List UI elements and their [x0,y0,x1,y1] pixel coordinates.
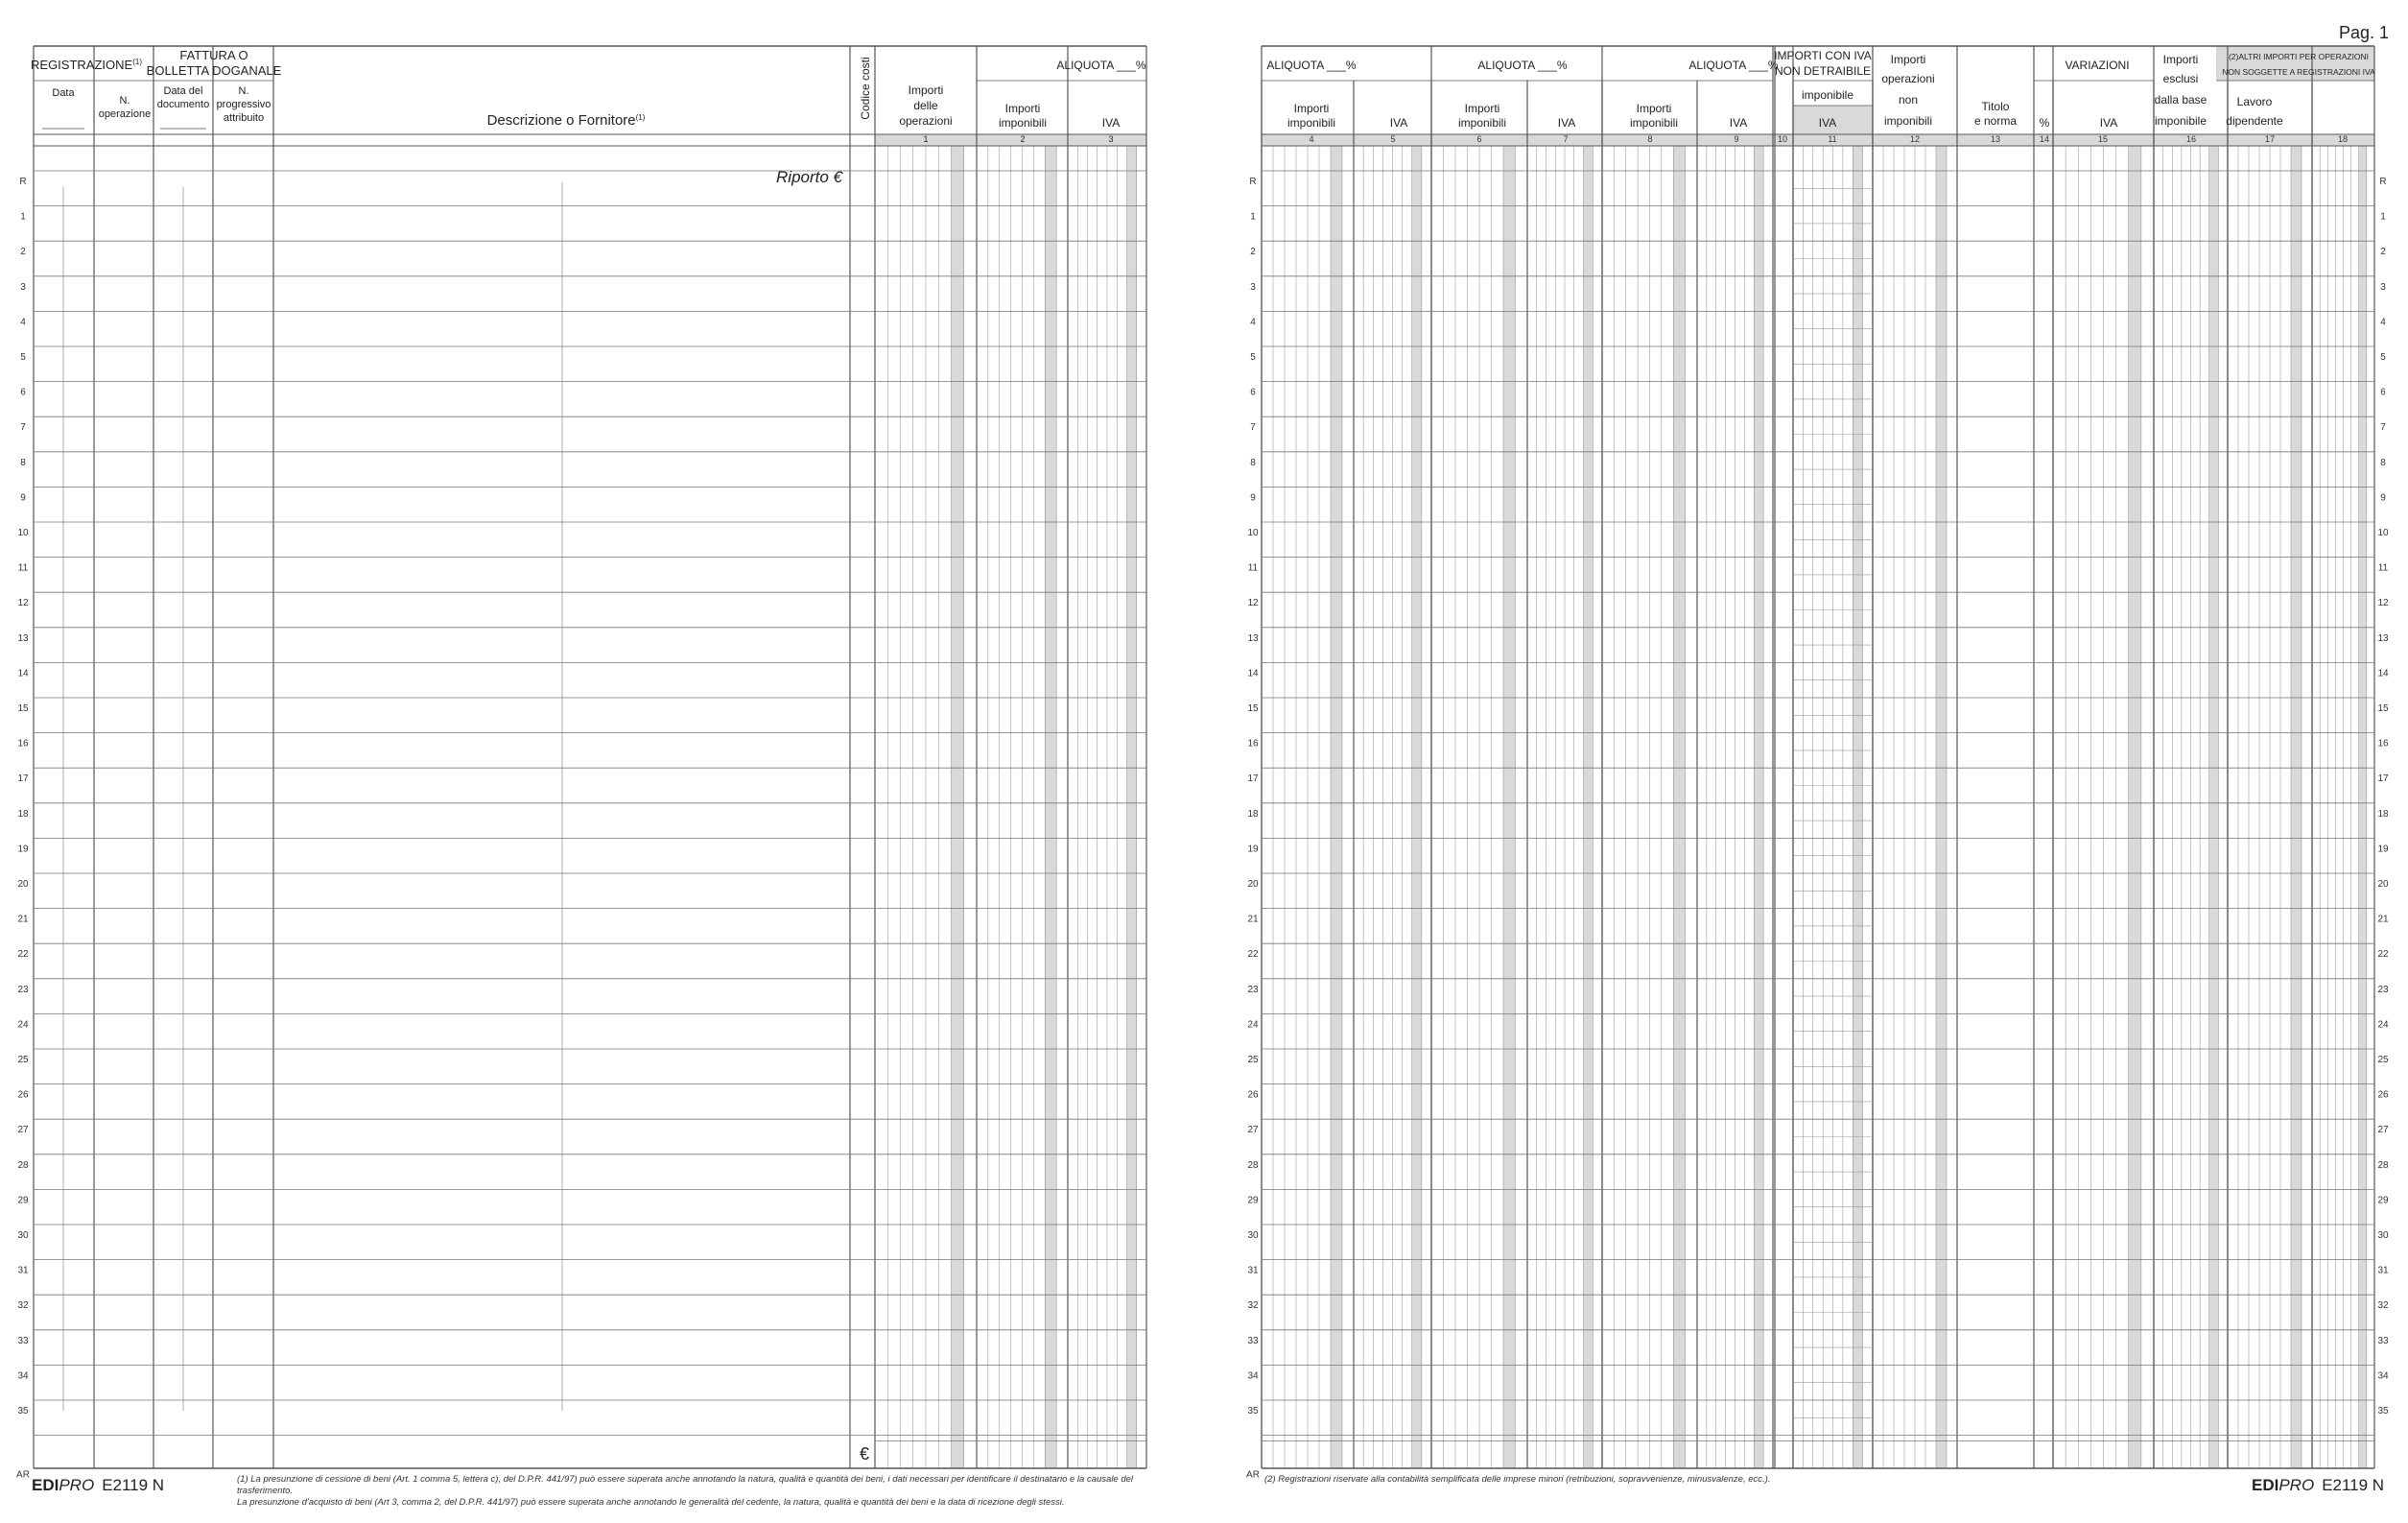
col-number-5: 5 [1390,134,1396,144]
aliquota-header-c: ALIQUOTA ___% [1688,59,1779,72]
row-label-right-edge-10: 10 [2377,528,2389,538]
imponibili-header-left-1: Importi [1004,102,1041,115]
row-label-left-7: 7 [20,422,26,434]
row-label-right-page-6: 6 [1250,387,1256,398]
row-label-right-page-1: 1 [1250,211,1256,223]
row-label-left-30: 30 [17,1230,29,1241]
imponibili-header-left-2: imponibili [998,116,1048,130]
codice-costi-header: Codice costi [859,57,872,120]
row-label-left-2: 2 [20,247,26,258]
row-label-right-edge-34: 34 [2377,1370,2389,1382]
euro-total-label: € [859,1444,869,1464]
row-label-right-edge-4: 4 [2380,317,2386,328]
row-label-right-edge-16: 16 [2377,738,2389,750]
row-label-left-20: 20 [17,879,29,890]
row-label-right-page-AR: AR [1246,1469,1260,1481]
row-label-left-27: 27 [17,1125,29,1136]
n-progressivo-header-1: N. [238,85,249,97]
row-label-right-edge-35: 35 [2377,1406,2389,1416]
row-label-right-page-12: 12 [1247,598,1259,609]
col-number-18: 18 [2337,134,2349,144]
riporto-label: Riporto € [776,168,842,186]
row-label-right-page-27: 27 [1247,1125,1259,1136]
non-imponibili-header-3: non [1898,93,1919,107]
col-number-15: 15 [2097,134,2109,144]
row-label-right-page-13: 13 [1247,632,1259,644]
right-footnote: (2) Registrazioni riservate alla contabilità semplificata delle imprese minori (retribuzioni, sopravvenienze, minusvalenze, ecc.). [1264,1474,1771,1485]
fattura-header-2: BOLLETTA DOGANALE [146,63,282,78]
row-label-right-edge-33: 33 [2377,1335,2389,1346]
row-label-right-edge-25: 25 [2377,1055,2389,1065]
titolo-norma-header-2: e norma [1973,114,2018,128]
row-label-right-edge-30: 30 [2377,1230,2389,1241]
row-label-right-edge-24: 24 [2377,1019,2389,1031]
row-label-right-edge-11: 11 [2377,562,2389,574]
row-label-right-edge-8: 8 [2380,457,2386,468]
row-label-left-15: 15 [17,703,29,714]
col-number-9: 9 [1734,134,1739,144]
row-label-right-page-8: 8 [1250,457,1256,468]
row-label-right-page-21: 21 [1247,914,1259,925]
row-label-left-12: 12 [17,598,29,609]
lavoro-dipendente-header-2: dipendente [2226,114,2283,128]
row-label-right-edge-12: 12 [2377,598,2389,609]
row-label-left-21: 21 [17,914,29,925]
row-label-right-edge-18: 18 [2377,808,2389,820]
row-label-right-page-23: 23 [1247,984,1259,995]
row-label-right-edge-R: R [2379,177,2387,187]
col-number-12: 12 [1909,134,1921,144]
imponibile-header: imponibile [1801,88,1854,102]
row-label-right-page-14: 14 [1247,668,1259,679]
row-label-right-page-29: 29 [1247,1195,1259,1206]
row-label-right-edge-7: 7 [2380,422,2386,434]
row-label-right-edge-1: 1 [2380,211,2386,223]
row-label-right-edge-17: 17 [2377,773,2389,785]
row-label-left-17: 17 [17,773,29,785]
row-label-right-edge-14: 14 [2377,668,2389,679]
row-label-left-35: 35 [17,1406,29,1416]
row-label-left-25: 25 [17,1055,29,1065]
aliquota-header-left: ALIQUOTA ___% [1056,59,1146,72]
aliquota-header-b: ALIQUOTA ___% [1477,59,1568,72]
row-label-right-edge-28: 28 [2377,1159,2389,1171]
row-label-right-edge-5: 5 [2380,352,2386,363]
row-label-right-page-7: 7 [1250,422,1256,434]
row-label-right-page-18: 18 [1247,808,1259,820]
row-label-right-edge-21: 21 [2377,914,2389,925]
n-operazione-header-2: operazione [98,108,152,120]
col-number-10: 10 [1777,134,1788,144]
col-number-1: 1 [923,134,929,144]
row-label-right-page-25: 25 [1247,1055,1259,1065]
n-progressivo-header-2: progressivo [216,99,271,110]
brand-logo-left: EDIPRO E2119 N [32,1476,165,1494]
iva-header-15: IVA [2099,116,2118,130]
col-number-17: 17 [2264,134,2276,144]
row-label-left-26: 26 [17,1089,29,1101]
row-label-right-page-30: 30 [1247,1230,1259,1241]
grid-lines [34,46,2374,1468]
row-label-right-page-33: 33 [1247,1335,1259,1346]
importi-operazioni-header-2: delle [913,99,938,112]
iva-header-left: IVA [1101,116,1121,130]
col-number-4: 4 [1309,134,1314,144]
descrizione-header: Descrizione o Fornitore$^{(1)}$ [486,112,646,129]
row-label-left-14: 14 [17,668,29,679]
right-header [1266,49,2375,130]
imponibili-header-4b: imponibili [1287,116,1336,130]
row-label-right-page-26: 26 [1247,1089,1259,1101]
col-number-7: 7 [1563,134,1569,144]
row-label-left-13: 13 [17,632,29,644]
row-label-right-page-10: 10 [1247,528,1259,538]
iva-header-9: IVA [1729,116,1748,130]
data-header: Data [52,87,75,99]
imponibili-header-8a: Importi [1636,102,1672,115]
row-label-right-page-32: 32 [1247,1300,1259,1312]
row-label-right-edge-31: 31 [2377,1265,2389,1276]
non-imponibili-header-2: operazioni [1881,72,1935,85]
row-label-left-24: 24 [17,1019,29,1031]
left-footnote-line-1: (1) La presunzione di cessione di beni (Art. 1 comma 5, lettera c), del D.P.R. 441/97) può essere superata anche annotando la natura, qualità e quantità dei beni, i dati necessari per identificare il destinatario e la causale del trasferimento. [237,1474,1134,1496]
col-number-11: 11 [1828,134,1837,144]
row-label-right-page-28: 28 [1247,1159,1259,1171]
iva-header-11: IVA [1818,116,1837,130]
row-label-left-19: 19 [17,844,29,855]
row-label-right-edge-27: 27 [2377,1125,2389,1136]
row-label-right-edge-19: 19 [2377,844,2389,855]
esclusi-header-4: imponibile [2154,114,2207,128]
variazioni-header: VARIAZIONI [2065,59,2130,72]
n-progressivo-header-3: attribuito [223,112,265,124]
row-label-right-page-22: 22 [1247,949,1259,961]
row-label-left-6: 6 [20,387,26,398]
row-label-right-edge-29: 29 [2377,1195,2389,1206]
non-imponibili-header-4: imponibili [1883,114,1933,128]
row-label-right-page-20: 20 [1247,879,1259,890]
lavoro-dipendente-header-1: Lavoro [2236,95,2273,108]
row-label-right-page-15: 15 [1247,703,1259,714]
imponibili-header-4a: Importi [1293,102,1330,115]
titolo-norma-header-1: Titolo [1981,100,2010,113]
row-label-right-edge-32: 32 [2377,1300,2389,1312]
row-label-right-page-24: 24 [1247,1019,1259,1031]
data-documento-header-2: documento [156,99,210,110]
col-number-14: 14 [2039,134,2050,144]
row-label-left-11: 11 [17,562,29,574]
imponibili-header-8b: imponibili [1629,116,1679,130]
row-label-left-22: 22 [17,949,29,961]
iva-non-detraibile-header-1: IMPORTI CON IVA [1774,49,1872,62]
row-label-left-10: 10 [17,528,29,538]
iva-non-detraibile-header-2: NON DETRAIBILE [1774,64,1872,78]
non-imponibili-header-1: Importi [1890,53,1926,66]
left-footnote [237,1474,1158,1509]
row-label-left-28: 28 [17,1159,29,1171]
row-label-left-23: 23 [17,984,29,995]
altri-importi-header-2: NON SOGGETTE A REGISTRAZIONI IVA [2222,67,2375,77]
percent-header: % [2039,116,2050,130]
row-label-right-page-17: 17 [1247,773,1259,785]
row-label-right-page-11: 11 [1247,562,1259,574]
row-label-left-R: R [19,177,27,187]
row-label-left-33: 33 [17,1335,29,1346]
row-label-left-9: 9 [20,492,26,504]
esclusi-header-1: Importi [2162,53,2199,66]
row-label-left-29: 29 [17,1195,29,1206]
row-label-right-edge-13: 13 [2377,632,2389,644]
left-header [31,48,1146,144]
col-number-6: 6 [1476,134,1482,144]
row-label-right-page-35: 35 [1247,1406,1259,1416]
importi-operazioni-header-1: Importi [908,83,944,97]
altri-importi-header-1: (2)ALTRI IMPORTI PER OPERAZIONI [2228,52,2370,61]
registrazione-header: REGISTRAZIONE$^{(1)}$ [31,58,142,72]
row-label-left-AR: AR [16,1469,30,1481]
aliquota-header-a: ALIQUOTA ___% [1266,59,1357,72]
row-label-right-page-19: 19 [1247,844,1259,855]
row-label-right-page-9: 9 [1250,492,1256,504]
row-label-right-edge-2: 2 [2380,247,2386,258]
row-label-right-edge-15: 15 [2377,703,2389,714]
row-label-left-18: 18 [17,808,29,820]
iva-header-7: IVA [1557,116,1576,130]
row-label-left-8: 8 [20,457,26,468]
data-documento-header-1: Data del [163,85,203,97]
row-label-right-edge-6: 6 [2380,387,2386,398]
importi-operazioni-header-3: operazioni [899,114,953,128]
left-footnote-line-2: La presunzione d'acquisto di beni (Art 3, comma 2, del D.P.R. 441/97) può essere superata anche annotando le generalità del cedente, la natura, qualità e quantità dei beni e la data di ricezione degli stessi. [237,1497,1065,1508]
row-label-right-edge-20: 20 [2377,879,2389,890]
row-label-right-page-R: R [1249,177,1257,187]
imponibili-header-6a: Importi [1464,102,1500,115]
row-label-right-page-31: 31 [1247,1265,1259,1276]
row-label-right-edge-9: 9 [2380,492,2386,504]
row-label-right-edge-26: 26 [2377,1089,2389,1101]
brand-logo-right: EDIPRO E2119 N [2252,1476,2385,1494]
fattura-header-1: FATTURA O [179,48,248,62]
row-label-left-34: 34 [17,1370,29,1382]
col-number-2: 2 [1020,134,1026,144]
row-labels [16,177,2389,1481]
row-label-left-1: 1 [20,211,26,223]
row-label-left-16: 16 [17,738,29,750]
row-label-right-page-5: 5 [1250,352,1256,363]
row-label-right-page-2: 2 [1250,247,1256,258]
iva-header-5: IVA [1389,116,1408,130]
row-label-left-4: 4 [20,317,26,328]
col-number-8: 8 [1647,134,1653,144]
row-label-right-page-3: 3 [1250,281,1256,293]
esclusi-header-2: esclusi [2162,72,2199,85]
row-label-left-3: 3 [20,281,26,293]
row-label-left-5: 5 [20,352,26,363]
row-label-right-page-34: 34 [1247,1370,1259,1382]
page-number: Pag. 1 [2338,23,2389,42]
n-operazione-header-1: N. [119,95,130,107]
row-label-right-page-16: 16 [1247,738,1259,750]
row-label-right-edge-22: 22 [2377,949,2389,961]
row-label-right-edge-23: 23 [2377,984,2389,995]
col-number-16: 16 [2185,134,2197,144]
imponibili-header-6b: imponibili [1457,116,1507,130]
col-number-13: 13 [1990,134,2001,144]
row-label-left-32: 32 [17,1300,29,1312]
col-number-3: 3 [1108,134,1114,144]
row-label-right-page-4: 4 [1250,317,1256,328]
shaded-columns [875,46,2374,1468]
esclusi-header-3: dalla base [2154,93,2207,107]
row-label-left-31: 31 [17,1265,29,1276]
row-label-right-edge-3: 3 [2380,281,2386,293]
